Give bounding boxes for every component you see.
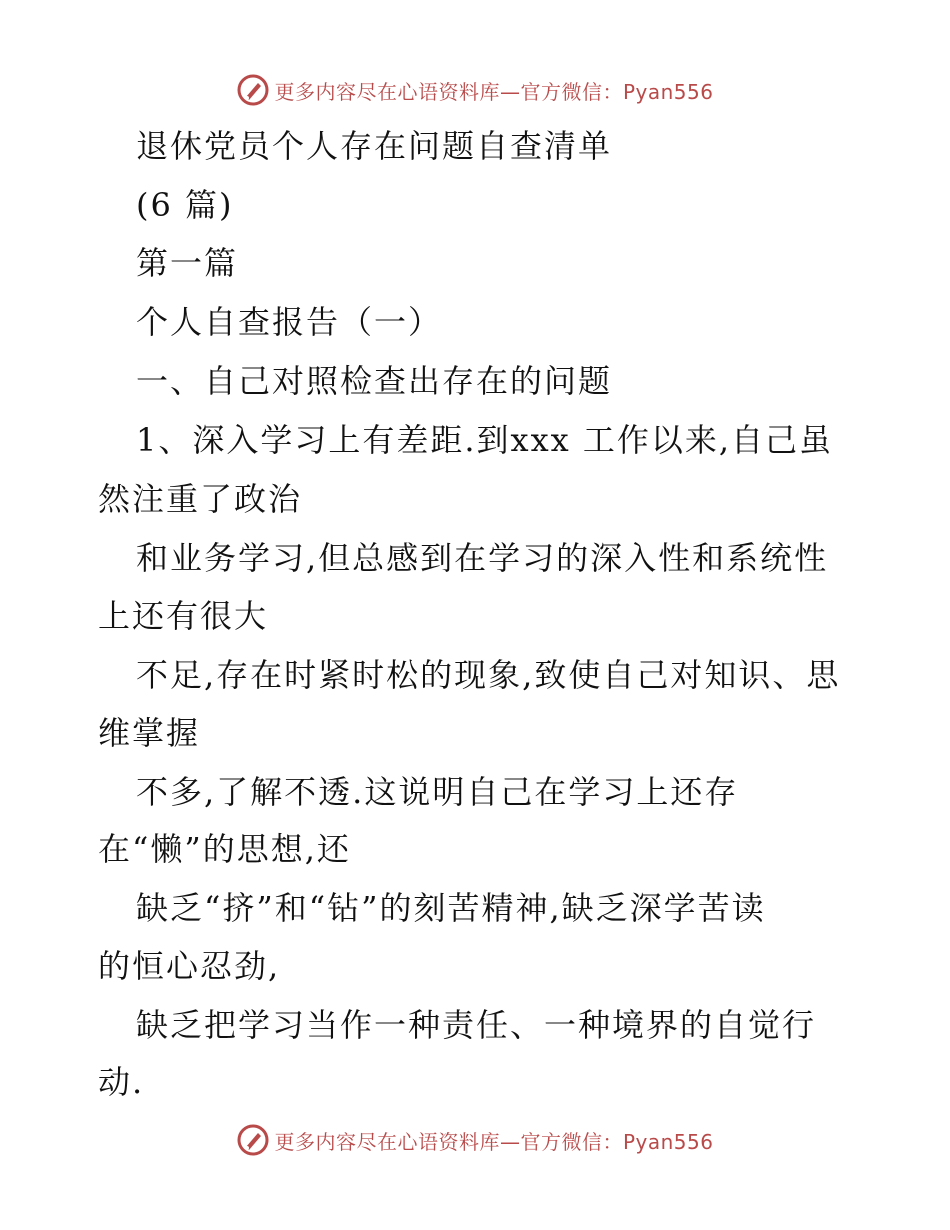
chapter-heading: 第一篇 [136, 244, 239, 282]
watermark-text: 更多内容尽在心语资料库—官方微信：Pyan556 [274, 1129, 714, 1154]
body-line: 不多,了解不透.这说明自己在学习上还存 [136, 773, 739, 811]
watermark-text: 更多内容尽在心语资料库—官方微信：Pyan556 [274, 79, 714, 104]
body-line: 缺乏把学习当作一种责任、一种境界的自觉行 [136, 1006, 817, 1044]
body-line: 动. [98, 1063, 145, 1101]
body-line: 的恒心忍劲, [98, 947, 281, 985]
report-title: 个人自查报告（一） [136, 303, 443, 341]
pen-circle-logo-icon [236, 73, 270, 107]
body-line: 和业务学习,但总感到在学习的深入性和系统性 [136, 539, 829, 577]
watermark-banner-top [0, 70, 950, 110]
body-line: 1、深入学习上有差距.到xxx 工作以来,自己虽 [136, 421, 834, 459]
body-line: 在“懒”的思想,还 [98, 830, 351, 868]
watermark-banner-bottom [0, 1120, 950, 1160]
body-line: 然注重了政治 [98, 480, 303, 518]
document-title: 退休党员个人存在问题自查清单 [136, 127, 613, 165]
body-line: 上还有很大 [98, 597, 269, 635]
pen-circle-logo-icon [236, 1123, 270, 1157]
body-line: 维掌握 [98, 714, 201, 752]
body-line: 缺乏“挤”和“钻”的刻苦精神,缺乏深学苦读 [136, 889, 766, 927]
body-line: 不足,存在时紧时松的现象,致使自己对知识、思 [136, 656, 841, 694]
document-subtitle: (6 篇) [136, 186, 234, 224]
section-heading: 一、自己对照检查出存在的问题 [136, 362, 613, 400]
